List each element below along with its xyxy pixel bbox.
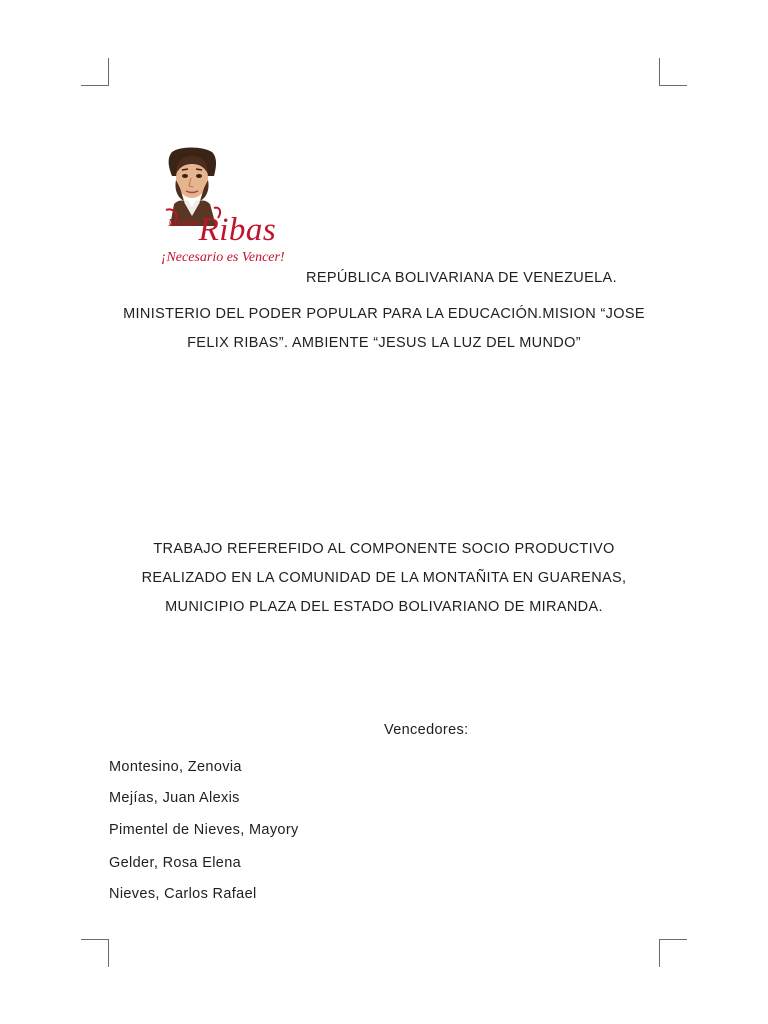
author-name: Gelder, Rosa Elena: [109, 855, 242, 871]
crop-mark-bottom-left: [81, 939, 109, 967]
header-country: REPÚBLICA BOLIVARIANA DE VENEZUELA.: [306, 270, 617, 286]
logo-slogan: ¡Necesario es Vencer!: [161, 250, 285, 265]
title-line-1: TRABAJO REFEREFIDO AL COMPONENTE SOCIO PRODUCTIVO: [153, 541, 615, 557]
header-ministry: MINISTERIO DEL PODER POPULAR PARA LA EDUCACIÓN.MISION “JOSE: [123, 306, 645, 322]
authors-label: Vencedores:: [384, 722, 469, 738]
title-line-2: REALIZADO EN LA COMUNIDAD DE LA MONTAÑITA EN GUARENAS,: [141, 570, 627, 586]
author-name: Nieves, Carlos Rafael: [109, 886, 257, 902]
mision-ribas-logo: [158, 146, 298, 270]
author-name: Pimentel de Nieves, Mayory: [109, 822, 299, 838]
crop-mark-top-right: [659, 58, 687, 86]
crop-mark-bottom-right: [659, 939, 687, 967]
crop-mark-top-left: [81, 58, 109, 86]
title-line-3: MUNICIPIO PLAZA DEL ESTADO BOLIVARIANO DE MIRANDA.: [165, 599, 603, 615]
logo-wordmark: $^{Misión}$Ribas: [168, 212, 277, 248]
author-name: Mejías, Juan Alexis: [109, 790, 240, 806]
header-mission: FELIX RIBAS”. AMBIENTE “JESUS LA LUZ DEL MUNDO”: [187, 335, 581, 351]
author-name: Montesino, Zenovia: [109, 759, 242, 775]
